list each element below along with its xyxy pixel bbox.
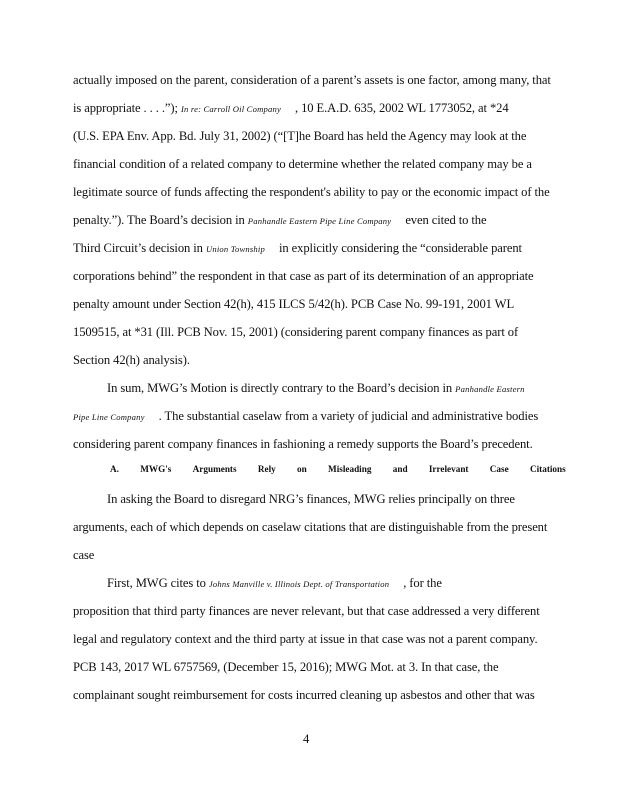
body-line: Section 42(h) analysis).	[73, 353, 190, 367]
text-run: even cited to the	[405, 213, 487, 227]
case-citation: Union Township	[205, 244, 266, 254]
body-line: case	[73, 548, 95, 562]
heading-label: A.	[110, 464, 119, 474]
body-line	[107, 380, 525, 397]
text-run: , 10 E.A.D. 635, 2002 WL 1773052, at *24	[294, 101, 509, 115]
body-line: legitimate source of funds affecting the respondent's ability to pay or the economic impact of the	[73, 185, 550, 199]
heading-word: MWG's	[140, 464, 172, 474]
text-run: in explicitly considering the “considerable parent	[279, 241, 522, 255]
body-line: proposition that third party finances are never relevant, but that case addressed a very different	[73, 604, 540, 618]
heading-word: Case	[489, 464, 509, 474]
body-line: arguments, each of which depends on caselaw citations that are distinguishable from the present	[73, 520, 548, 534]
body-line: corporations behind” the respondent in that case as part of its determination of an appropriate	[73, 269, 534, 283]
case-citation: Panhandle Eastern Pipe Line Company	[247, 216, 392, 226]
case-citation: Johns Manville v. Illinois Dept. of Transportation	[208, 579, 390, 589]
text-run: is appropriate . . . .”);	[73, 101, 178, 115]
text-run: First, MWG cites to	[107, 576, 206, 590]
text-run: penalty.”). The Board’s decision in	[73, 213, 245, 227]
body-line: complainant sought reimbursement for costs incurred cleaning up asbestos and other that was	[73, 688, 535, 702]
body-line: financial condition of a related company to determine whether the related company may be a	[73, 157, 532, 171]
text-run: . The substantial caselaw from a variety of judicial and administrative bodies	[158, 409, 539, 423]
text-run: , for the	[403, 576, 442, 590]
body-line: PCB 143, 2017 WL 6757569, (December 15, 2016); MWG Mot. at 3. In that case, the	[73, 660, 499, 674]
body-line: penalty amount under Section 42(h), 415 ILCS 5/42(h). PCB Case No. 99-191, 2001 WL	[73, 297, 515, 311]
body-line	[73, 408, 538, 425]
heading-word: Arguments	[192, 464, 237, 474]
heading-word: and	[392, 464, 408, 474]
body-line: considering parent company finances in fashioning a remedy supports the Board’s precedent.	[73, 437, 533, 451]
text-run: Third Circuit’s decision in	[73, 241, 203, 255]
body-line	[73, 100, 509, 117]
heading-word: Misleading	[328, 464, 372, 474]
section-heading	[110, 462, 585, 476]
heading-word: Irrelevant	[428, 464, 469, 474]
body-line	[107, 575, 442, 592]
body-line	[73, 240, 522, 257]
heading-word: on	[297, 464, 307, 474]
text-run: In sum, MWG’s Motion is directly contrary to the Board’s decision in	[107, 381, 453, 395]
case-citation: In re: Carroll Oil Company	[180, 104, 281, 114]
body-line	[73, 212, 487, 229]
body-line: actually imposed on the parent, consideration of a parent’s assets is one factor, among many, that	[73, 73, 551, 87]
body-line: In asking the Board to disregard NRG’s finances, MWG relies principally on three	[107, 492, 515, 506]
body-line: (U.S. EPA Env. App. Bd. July 31, 2002) (“[T]he Board has held the Agency may look at the	[73, 129, 527, 143]
body-line: 1509515, at *31 (Ill. PCB Nov. 15, 2001) (considering parent company finances as part of	[73, 325, 519, 339]
heading-word: Citations	[529, 464, 566, 474]
page-number: 4	[303, 732, 310, 746]
heading-word: Rely	[257, 464, 276, 474]
case-citation: Pipe Line Company	[73, 412, 145, 422]
case-citation: Panhandle Eastern	[455, 384, 525, 394]
body-line: legal and regulatory context and the third party at issue in that case was not a parent company.	[73, 632, 538, 646]
